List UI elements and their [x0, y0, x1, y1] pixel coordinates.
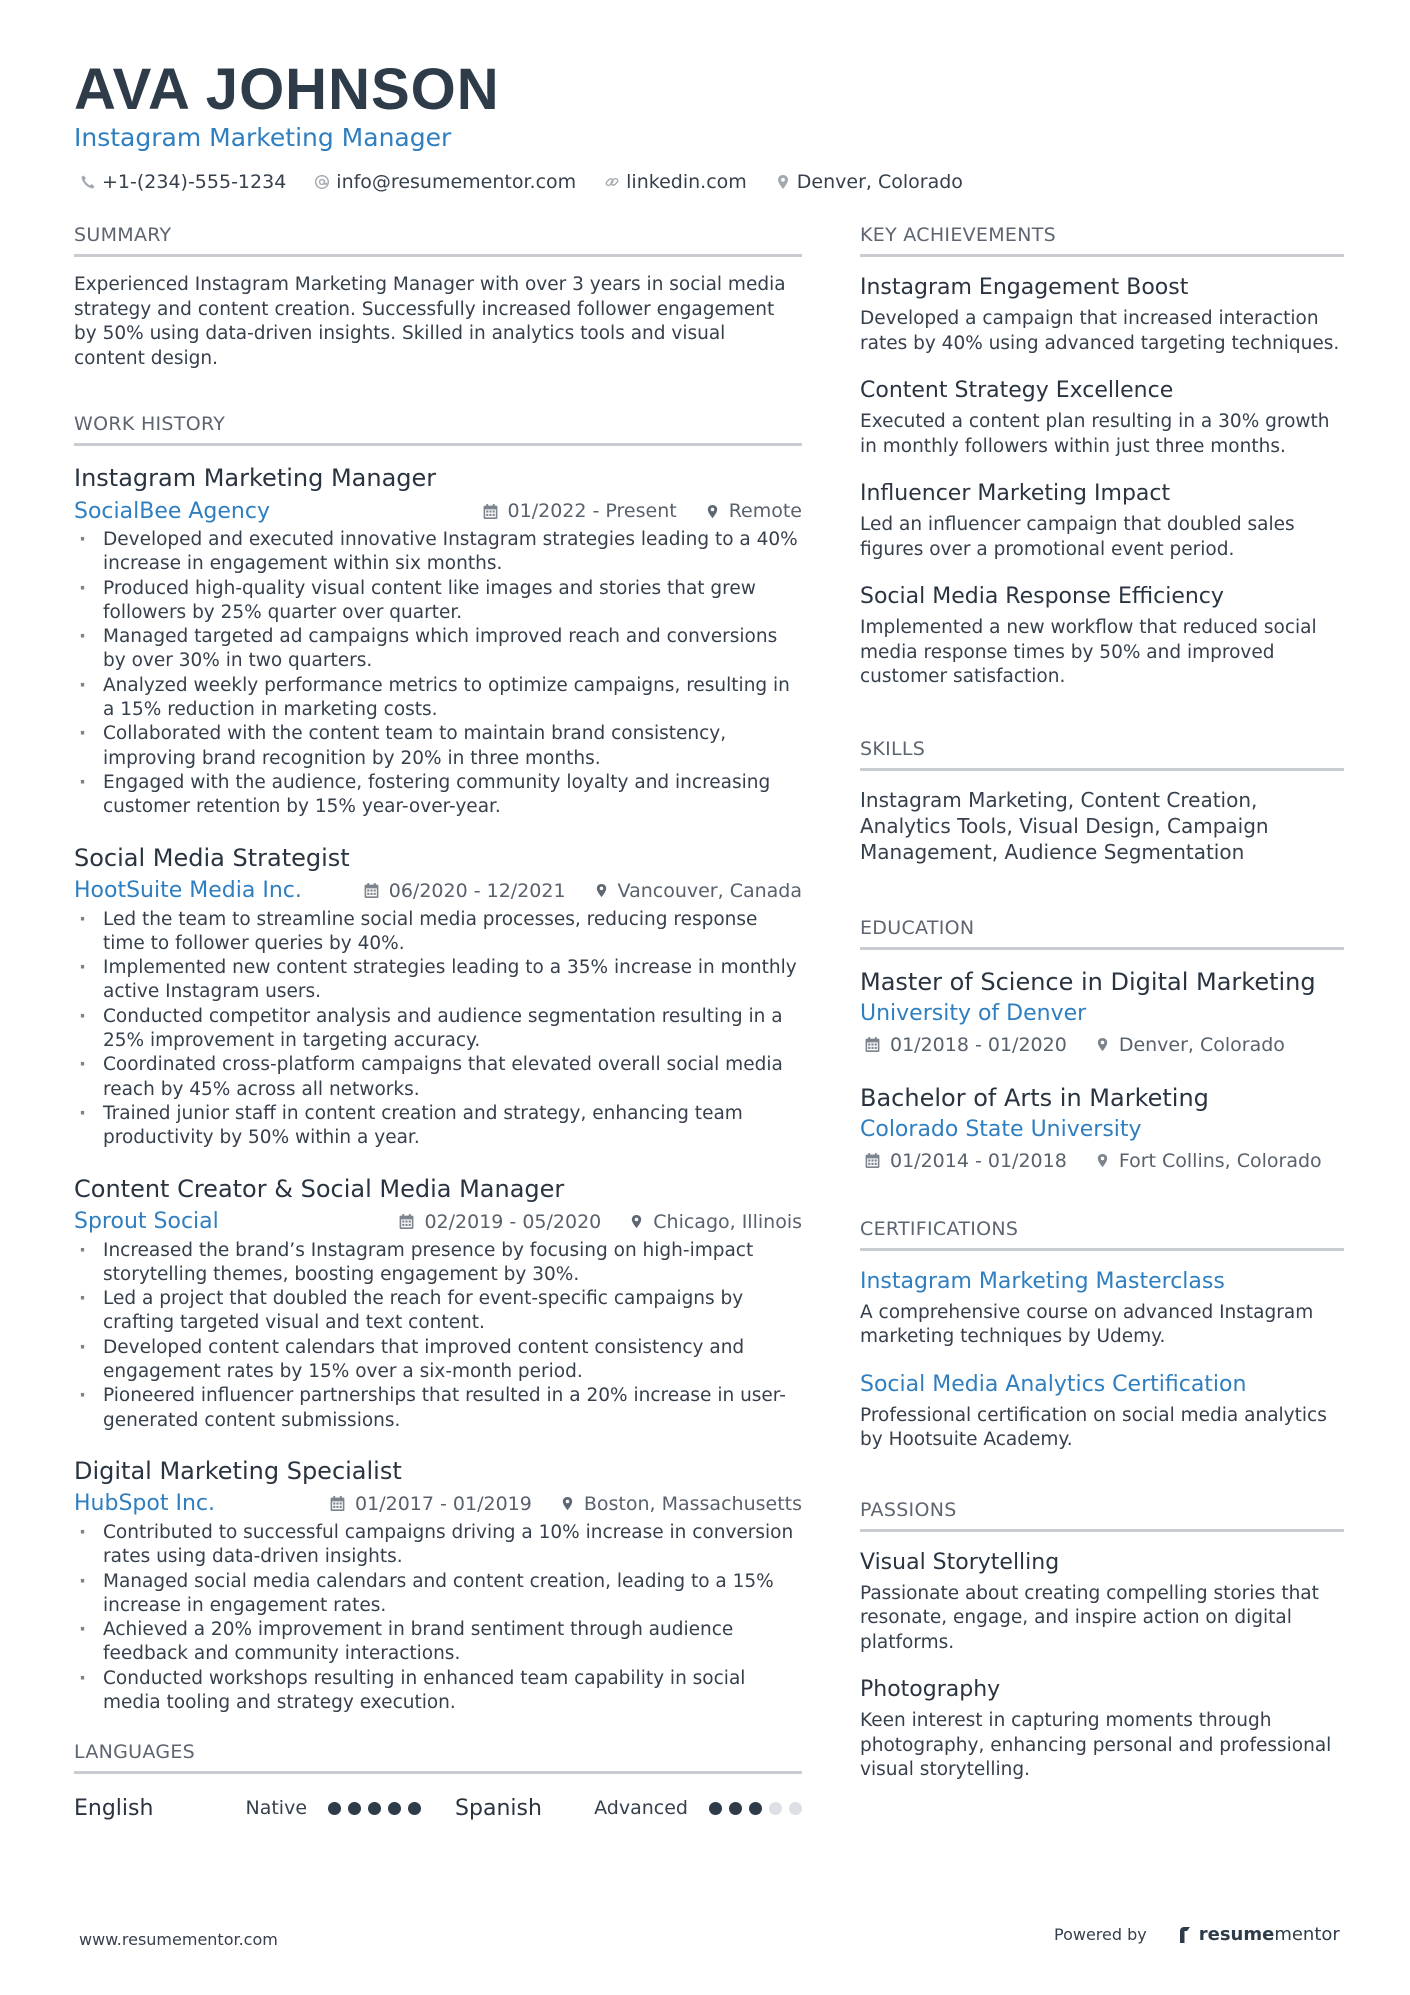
company-name: SocialBee Agency: [74, 498, 270, 524]
job-bullet: · Conducted competitor analysis and audience segmentation resulting in a 25% improvement in targeting accuracy.: [74, 1005, 802, 1054]
job-bullet: · Led the team to streamline social media processes, reducing response time to follower queries by 40%.: [74, 908, 802, 957]
degree-name: Master of Science in Digital Marketing: [860, 967, 1316, 996]
job-title: Instagram Marketing Manager: [74, 464, 437, 492]
job-entry: [74, 462, 802, 820]
job-bullets: [74, 1239, 802, 1433]
job-bullet: · Engaged with the audience, fostering community loyalty and increasing customer retention by 15% year-over-year.: [74, 771, 802, 820]
achievement-desc: Developed a campaign that increased interaction rates by 40% using advanced targeting techniques.: [860, 308, 1340, 354]
resumementor-logo[interactable]: resume mentor: [1177, 1924, 1340, 1945]
skills-list: Instagram Marketing, Content Creation, Analytics Tools, Visual Design, Campaign Management, Audience Segmentation: [860, 787, 1269, 864]
rating-dot-filled: [749, 1802, 762, 1815]
passion-title: Photography: [860, 1677, 1001, 1702]
education-item: [860, 966, 1344, 1060]
language-rating: [702, 1802, 802, 1815]
achievement-title: Influencer Marketing Impact: [860, 481, 1171, 506]
job-bullet: · Led a project that doubled the reach for event-specific campaigns by crafting targeted visual and text content.: [74, 1287, 802, 1336]
company-name: Sprout Social: [74, 1209, 219, 1235]
job-bullet: · Developed content calendars that improved content consistency and engagement rates by 15% over a six-month period.: [74, 1336, 802, 1385]
rating-dot-empty: [769, 1802, 782, 1815]
certifications-heading: CERTIFICATIONS: [860, 1216, 1344, 1251]
calendar-icon: [864, 1152, 881, 1169]
company-name: HubSpot Inc.: [74, 1491, 215, 1517]
education-item: [860, 1082, 1344, 1176]
job-title: Social Media Strategist: [74, 843, 350, 872]
certification-desc: A comprehensive course on advanced Instagram marketing techniques by Udemy.: [860, 1301, 1314, 1347]
job-bullet: · Achieved a 20% improvement in brand sentiment through audience feedback and community interactions.: [74, 1618, 802, 1667]
job-dates: 01/2017 - 01/2019: [329, 1493, 532, 1515]
school-name: Colorado State University: [860, 1116, 1142, 1142]
passion-item: [860, 1675, 1344, 1783]
languages-heading: LANGUAGES: [74, 1739, 802, 1774]
degree-name: Bachelor of Arts in Marketing: [860, 1083, 1209, 1112]
location-pin-icon: [594, 882, 609, 899]
job-location: Chicago, Illinois: [629, 1211, 802, 1233]
job-bullet: · Contributed to successful campaigns driving a 10% increase in conversion rates using data-driven insights.: [74, 1521, 802, 1570]
resumementor-logo-icon: [1177, 1926, 1195, 1944]
job-list: [74, 462, 802, 1715]
job-bullet: · Implemented new content strategies leading to a 35% increase in monthly active Instagram users.: [74, 956, 802, 1005]
education-location: Fort Collins, Colorado: [1095, 1150, 1322, 1172]
contact-email[interactable]: info@resumementor.com: [314, 171, 576, 193]
school-name: University of Denver: [860, 1000, 1087, 1026]
certification-item: [860, 1370, 1344, 1453]
education-location: Denver, Colorado: [1095, 1034, 1285, 1056]
rating-dot-empty: [789, 1802, 802, 1815]
job-bullet: · Pioneered influencer partnerships that resulted in a 20% increase in user-generated content submissions.: [74, 1384, 802, 1433]
job-bullet: · Trained junior staff in content creation and strategy, enhancing team productivity by 50% within a year.: [74, 1102, 802, 1151]
language-rating: [321, 1802, 421, 1815]
job-bullet: · Managed social media calendars and content creation, leading to a 15% increase in engagement rates.: [74, 1570, 802, 1619]
rating-dot-filled: [709, 1802, 722, 1815]
at-icon: [314, 174, 330, 190]
achievement-title: Content Strategy Excellence: [860, 378, 1174, 403]
location-pin-icon: [629, 1213, 644, 1230]
job-dates: 02/2019 - 05/2020: [398, 1211, 601, 1233]
contact-phone[interactable]: +1-(234)-555-1234: [80, 171, 286, 193]
job-bullet: · Analyzed weekly performance metrics to optimize campaigns, resulting in a 15% reduction in marketing costs.: [74, 674, 802, 723]
rating-dot-filled: [729, 1802, 742, 1815]
job-bullet: · Conducted workshops resulting in enhanced team capability in social media tooling and strategy execution.: [74, 1667, 802, 1716]
language-name: Spanish: [455, 1795, 542, 1821]
education-heading: EDUCATION: [860, 915, 1344, 950]
job-meta: [74, 494, 802, 528]
key-achievements-heading: KEY ACHIEVEMENTS: [860, 222, 1344, 257]
achievement-desc: Implemented a new workflow that reduced social media response times by 50% and improved customer satisfaction.: [860, 617, 1317, 687]
contact-location: Denver, Colorado: [775, 171, 963, 193]
location-pin-icon: [775, 174, 791, 190]
education-meta: [860, 1146, 1344, 1176]
certification-desc: Professional certification on social media analytics by Hootsuite Academy.: [860, 1404, 1327, 1450]
right-column: [860, 222, 1344, 1803]
achievement-desc: Led an influencer campaign that doubled sales figures over a promotional event period.: [860, 514, 1295, 560]
job-location: Remote: [705, 500, 802, 522]
company-name: HootSuite Media Inc.: [74, 878, 302, 904]
achievement-item: [860, 376, 1344, 459]
location-pin-icon: [560, 1495, 575, 1512]
left-column: [74, 222, 802, 1826]
location-pin-icon: [1095, 1152, 1110, 1169]
certification-title: Instagram Marketing Masterclass: [860, 1268, 1225, 1294]
phone-icon: [80, 174, 96, 190]
language-level: Advanced: [594, 1797, 688, 1820]
passion-desc: Passionate about creating compelling stories that resonate, engage, and inspire action on digital platforms.: [860, 1582, 1319, 1653]
passions-heading: PASSIONS: [860, 1497, 1344, 1532]
rating-dot-filled: [348, 1802, 361, 1815]
achievement-title: Social Media Response Efficiency: [860, 584, 1224, 609]
job-meta: [74, 1205, 802, 1239]
achievement-title: Instagram Engagement Boost: [860, 275, 1189, 300]
calendar-icon: [398, 1213, 415, 1230]
achievement-desc: Executed a content plan resulting in a 30% growth in monthly followers within just three months.: [860, 411, 1330, 457]
achievement-item: [860, 582, 1344, 690]
job-bullets: [74, 528, 802, 820]
skills-heading: SKILLS: [860, 736, 1344, 771]
job-location: Boston, Massachusetts: [560, 1493, 802, 1515]
rating-dot-filled: [408, 1802, 421, 1815]
job-bullet: · Coordinated cross-platform campaigns that elevated overall social media reach by 45% across all networks.: [74, 1053, 802, 1102]
job-meta: [74, 1487, 802, 1521]
footer-branding: [1054, 1924, 1340, 1945]
job-entry: [74, 1173, 802, 1433]
certification-item: [860, 1267, 1344, 1350]
job-title: Digital Marketing Specialist: [74, 1456, 402, 1485]
achievement-item: [860, 273, 1344, 356]
certification-title: Social Media Analytics Certification: [860, 1371, 1247, 1397]
job-entry: [74, 1455, 802, 1715]
powered-by-label: Powered by: [1054, 1925, 1147, 1944]
candidate-title: Instagram Marketing Manager: [74, 123, 452, 152]
location-pin-icon: [1095, 1036, 1110, 1053]
job-bullet: · Increased the brand’s Instagram presence by focusing on high-impact storytelling themes, boosting engagement by 30%.: [74, 1239, 802, 1288]
job-bullet: · Developed and executed innovative Instagram strategies leading to a 40% increase in engagement within six months.: [74, 528, 802, 577]
job-bullet: · Collaborated with the content team to maintain brand consistency, improving brand recognition by 20% in three months.: [74, 722, 802, 771]
job-entry: [74, 842, 802, 1151]
footer-website[interactable]: www.resumementor.com: [79, 1930, 278, 1949]
job-title: Content Creator & Social Media Manager: [74, 1174, 565, 1203]
passion-desc: Keen interest in capturing moments through photography, enhancing personal and professional visual storytelling.: [860, 1710, 1332, 1780]
job-meta: [74, 874, 802, 908]
achievement-item: [860, 479, 1344, 562]
contact-bar: [80, 168, 991, 196]
calendar-icon: [482, 503, 499, 520]
passion-item: [860, 1548, 1344, 1656]
link-icon: [604, 174, 620, 190]
job-bullets: [74, 1521, 802, 1715]
calendar-icon: [864, 1036, 881, 1053]
education-meta: [860, 1030, 1344, 1060]
passion-title: Visual Storytelling: [860, 1549, 1060, 1575]
education-dates: 01/2014 - 01/2018: [864, 1150, 1067, 1172]
education-dates: 01/2018 - 01/2020: [864, 1034, 1067, 1056]
job-dates: 01/2022 - Present: [482, 500, 677, 522]
contact-linkedin[interactable]: linkedin.com: [604, 171, 747, 193]
location-pin-icon: [705, 503, 720, 520]
rating-dot-filled: [328, 1802, 341, 1815]
work-history-heading: WORK HISTORY: [74, 411, 802, 446]
calendar-icon: [329, 1495, 346, 1512]
job-dates: 06/2020 - 12/2021: [363, 880, 566, 902]
rating-dot-filled: [388, 1802, 401, 1815]
job-bullet: · Managed targeted ad campaigns which improved reach and conversions by over 30% in two quarters.: [74, 625, 802, 674]
job-bullets: [74, 908, 802, 1151]
summary-heading: SUMMARY: [74, 222, 802, 257]
language-row: [74, 1790, 802, 1826]
candidate-name: AVA JOHNSON: [74, 57, 500, 122]
calendar-icon: [363, 882, 380, 899]
job-location: Vancouver, Canada: [594, 880, 802, 902]
summary-text: Experienced Instagram Marketing Manager with over 3 years in social media strategy and content creation. Successfully increased follower engagement by 50% using data-driven insights. Skilled in analytics tools and visual content design.: [74, 274, 786, 369]
job-bullet: · Produced high-quality visual content like images and stories that grew followers by 25% quarter over quarter.: [74, 577, 802, 626]
rating-dot-filled: [368, 1802, 381, 1815]
language-name: English: [74, 1795, 154, 1821]
language-level: Native: [245, 1797, 308, 1820]
